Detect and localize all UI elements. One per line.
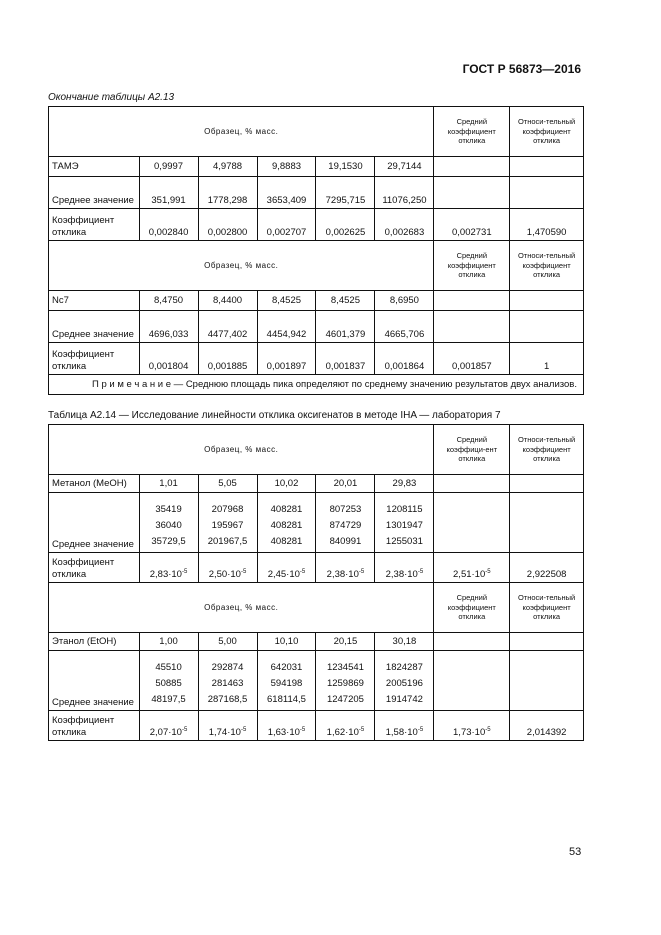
cell-empty <box>434 493 510 553</box>
cell: 9,8883 <box>257 157 316 177</box>
row-label: Среднее значение <box>49 493 140 553</box>
rel-coef-cell: 1,470590 <box>510 209 584 241</box>
cell <box>198 553 257 583</box>
rel-coef-header: Относи-тельный коэффициент отклика <box>510 583 584 633</box>
exponent: -5 <box>358 726 365 733</box>
component-row <box>49 157 584 177</box>
coef-row <box>49 553 584 583</box>
cell: 4477,402 <box>198 311 257 343</box>
note-row <box>49 375 584 395</box>
cell: 8,4525 <box>316 291 375 311</box>
mean: 287168,5 <box>207 694 248 705</box>
run-1: 45510 <box>155 662 182 673</box>
cell: 4454,942 <box>257 311 316 343</box>
mean: 48197,5 <box>151 694 186 705</box>
row-label: Коэффициент отклика <box>49 711 140 741</box>
avg-coef-cell: 0,002731 <box>434 209 510 241</box>
mantissa: 2,50·10 <box>208 568 241 580</box>
mantissa: 2,45·10 <box>267 568 300 580</box>
rel-coef-cell: 2,014392 <box>510 711 584 741</box>
run-2: 594198 <box>270 678 303 689</box>
cell: 351,991 <box>139 177 198 209</box>
run-2: 281463 <box>211 678 244 689</box>
cell-empty <box>434 157 510 177</box>
cell: 4,9788 <box>198 157 257 177</box>
mantissa: 1,62·10 <box>326 726 359 738</box>
document-header: ГОСТ Р 56873—2016 <box>462 62 581 76</box>
cell: 19,1530 <box>316 157 375 177</box>
rel-coef-header: Относи-тельный коэффициент отклика <box>510 241 584 291</box>
avg-coef-cell <box>434 711 510 741</box>
cell: 5,00 <box>198 633 257 651</box>
cell: 8,4750 <box>139 291 198 311</box>
cell: 8,4400 <box>198 291 257 311</box>
exponent: -5 <box>485 568 491 575</box>
component-name: Nc7 <box>49 291 140 311</box>
mantissa: 2,51·10 <box>453 568 486 580</box>
mean: 1255031 <box>385 536 423 547</box>
row-label: Коэффициент отклика <box>49 343 140 375</box>
cell-stack <box>198 651 257 711</box>
table-caption: Таблица А2.14 — Исследование линейности отклика оксигенатов в методе IHA — лаборатория 7 <box>48 410 501 421</box>
cell-stack <box>257 651 316 711</box>
cell <box>375 553 434 583</box>
row-label: Среднее значение <box>49 651 140 711</box>
component-row <box>49 475 584 493</box>
exponent: -5 <box>417 726 424 733</box>
mean: 1914742 <box>385 694 423 705</box>
avg-coef-cell: 0,001857 <box>434 343 510 375</box>
cell-stack <box>198 493 257 553</box>
cell-stack <box>375 651 434 711</box>
cell <box>316 711 375 741</box>
cell: 0,001837 <box>316 343 375 375</box>
cell: 0,002840 <box>139 209 198 241</box>
cell-empty <box>510 291 584 311</box>
exponent: -5 <box>181 568 188 575</box>
cell: 0,001885 <box>198 343 257 375</box>
mean-row <box>49 493 584 553</box>
exponent: -5 <box>240 568 247 575</box>
cell: 20,15 <box>316 633 375 651</box>
cell-empty <box>434 651 510 711</box>
cell: 5,05 <box>198 475 257 493</box>
sample-header: Образец, % масс. <box>49 583 434 633</box>
exponent: -5 <box>240 726 247 733</box>
cell: 0,002707 <box>257 209 316 241</box>
mantissa: 1,74·10 <box>208 726 241 738</box>
mantissa: 2,38·10 <box>385 568 418 580</box>
table-note: П р и м е ч а н и е — Среднюю площадь пика определяют по среднему значению результатов двух анализов. <box>49 375 584 395</box>
component-row <box>49 291 584 311</box>
cell <box>139 711 198 741</box>
table-header-row <box>49 425 584 475</box>
coef-row <box>49 209 584 241</box>
cell: 30,18 <box>375 633 434 651</box>
mean: 408281 <box>270 536 303 547</box>
mantissa: 1,58·10 <box>385 726 418 738</box>
table-a2-13-end <box>48 106 584 395</box>
avg-coef-header: Средний коэффициент отклика <box>434 241 510 291</box>
row-label: Среднее значение <box>49 177 140 209</box>
run-1: 1208115 <box>386 504 423 515</box>
rel-coef-header: Относи-тельный коэффициент отклика <box>510 107 584 157</box>
cell-empty <box>434 311 510 343</box>
run-1: 35419 <box>155 504 182 515</box>
page-number: 53 <box>569 846 582 858</box>
mean-row <box>49 651 584 711</box>
exponent: -5 <box>181 726 188 733</box>
run-2: 2005196 <box>385 678 423 689</box>
cell-stack <box>257 493 316 553</box>
row-label: Коэффициент отклика <box>49 553 140 583</box>
cell-empty <box>510 177 584 209</box>
cell-stack <box>316 651 375 711</box>
cell: 0,002625 <box>316 209 375 241</box>
exponent: -5 <box>299 568 306 575</box>
cell: 0,002800 <box>198 209 257 241</box>
run-2: 1301947 <box>385 520 423 531</box>
cell-empty <box>434 177 510 209</box>
cell: 11076,250 <box>375 177 434 209</box>
cell: 10,02 <box>257 475 316 493</box>
run-2: 50885 <box>155 678 182 689</box>
cell-stack <box>316 493 375 553</box>
sample-header: Образец, % масс. <box>49 425 434 475</box>
cell-stack <box>139 493 198 553</box>
mantissa: 2,07·10 <box>149 726 182 738</box>
mantissa: 2,38·10 <box>326 568 359 580</box>
cell: 7295,715 <box>316 177 375 209</box>
cell: 0,001897 <box>257 343 316 375</box>
run-1: 1824287 <box>385 662 423 673</box>
coef-row <box>49 711 584 741</box>
cell-stack <box>375 493 434 553</box>
rel-coef-header: Относи-тельный коэффициент отклика <box>510 425 584 475</box>
cell: 1,01 <box>139 475 198 493</box>
run-2: 1259869 <box>326 678 364 689</box>
run-2: 408281 <box>270 520 303 531</box>
table-a2-14 <box>48 424 584 741</box>
cell <box>375 711 434 741</box>
table-header-row <box>49 107 584 157</box>
avg-coef-header: Средний коэффици-ент отклика <box>434 425 510 475</box>
cell: 4696,033 <box>139 311 198 343</box>
row-label: Коэффициент отклика <box>49 209 140 241</box>
cell <box>316 553 375 583</box>
cell: 0,001864 <box>375 343 434 375</box>
mantissa: 1,73·10 <box>453 726 486 738</box>
cell: 4665,706 <box>375 311 434 343</box>
avg-coef-header: Средний коэффициент отклика <box>434 107 510 157</box>
cell: 0,002683 <box>375 209 434 241</box>
table-continuation-caption: Окончание таблицы А2.13 <box>48 92 175 103</box>
cell-stack <box>139 651 198 711</box>
cell <box>139 553 198 583</box>
rel-coef-cell: 2,922508 <box>510 553 584 583</box>
mean-row <box>49 311 584 343</box>
cell: 4601,379 <box>316 311 375 343</box>
run-2: 874729 <box>329 520 362 531</box>
cell-empty <box>510 651 584 711</box>
cell: 0,001804 <box>139 343 198 375</box>
coef-row <box>49 343 584 375</box>
avg-coef-cell <box>434 553 510 583</box>
cell: 1778,298 <box>198 177 257 209</box>
run-1: 207968 <box>211 504 244 515</box>
cell-empty <box>434 475 510 493</box>
run-1: 642031 <box>270 662 303 673</box>
component-name: Этанол (EtOH) <box>49 633 140 651</box>
run-1: 807253 <box>329 504 362 515</box>
cell <box>257 711 316 741</box>
component-row <box>49 633 584 651</box>
cell: 3653,409 <box>257 177 316 209</box>
mantissa: 2,83·10 <box>149 568 182 580</box>
run-1: 1234541 <box>326 662 364 673</box>
exponent: -5 <box>299 726 306 733</box>
cell: 0,9997 <box>139 157 198 177</box>
sample-header: Образец, % масс. <box>49 107 434 157</box>
cell <box>257 553 316 583</box>
cell: 29,7144 <box>375 157 434 177</box>
cell-empty <box>434 291 510 311</box>
cell-empty <box>510 157 584 177</box>
cell: 1,00 <box>139 633 198 651</box>
cell: 20,01 <box>316 475 375 493</box>
run-1: 292874 <box>211 662 244 673</box>
exponent: -5 <box>485 726 491 733</box>
table-header-row <box>49 241 584 291</box>
cell-empty <box>510 475 584 493</box>
row-label: Среднее значение <box>49 311 140 343</box>
exponent: -5 <box>417 568 424 575</box>
component-name: Метанол (MeOH) <box>49 475 140 493</box>
mean: 618114,5 <box>267 694 306 705</box>
mean: 1247205 <box>326 694 364 705</box>
component-name: ТАМЭ <box>49 157 140 177</box>
rel-coef-cell: 1 <box>510 343 584 375</box>
cell-empty <box>510 493 584 553</box>
cell: 10,10 <box>257 633 316 651</box>
avg-coef-header: Средний коэффициент отклика <box>434 583 510 633</box>
sample-header: Образец, % масс. <box>49 241 434 291</box>
cell-empty <box>510 311 584 343</box>
mantissa: 1,63·10 <box>267 726 300 738</box>
cell: 29,83 <box>375 475 434 493</box>
mean: 840991 <box>329 536 362 547</box>
exponent: -5 <box>358 568 365 575</box>
table-header-row <box>49 583 584 633</box>
cell-empty <box>510 633 584 651</box>
mean: 35729,5 <box>151 536 186 547</box>
cell-empty <box>434 633 510 651</box>
run-2: 36040 <box>155 520 182 531</box>
cell <box>198 711 257 741</box>
mean-row <box>49 177 584 209</box>
run-1: 408281 <box>270 504 303 515</box>
cell: 8,4525 <box>257 291 316 311</box>
cell: 8,6950 <box>375 291 434 311</box>
run-2: 195967 <box>211 520 244 531</box>
mean: 201967,5 <box>207 536 248 547</box>
